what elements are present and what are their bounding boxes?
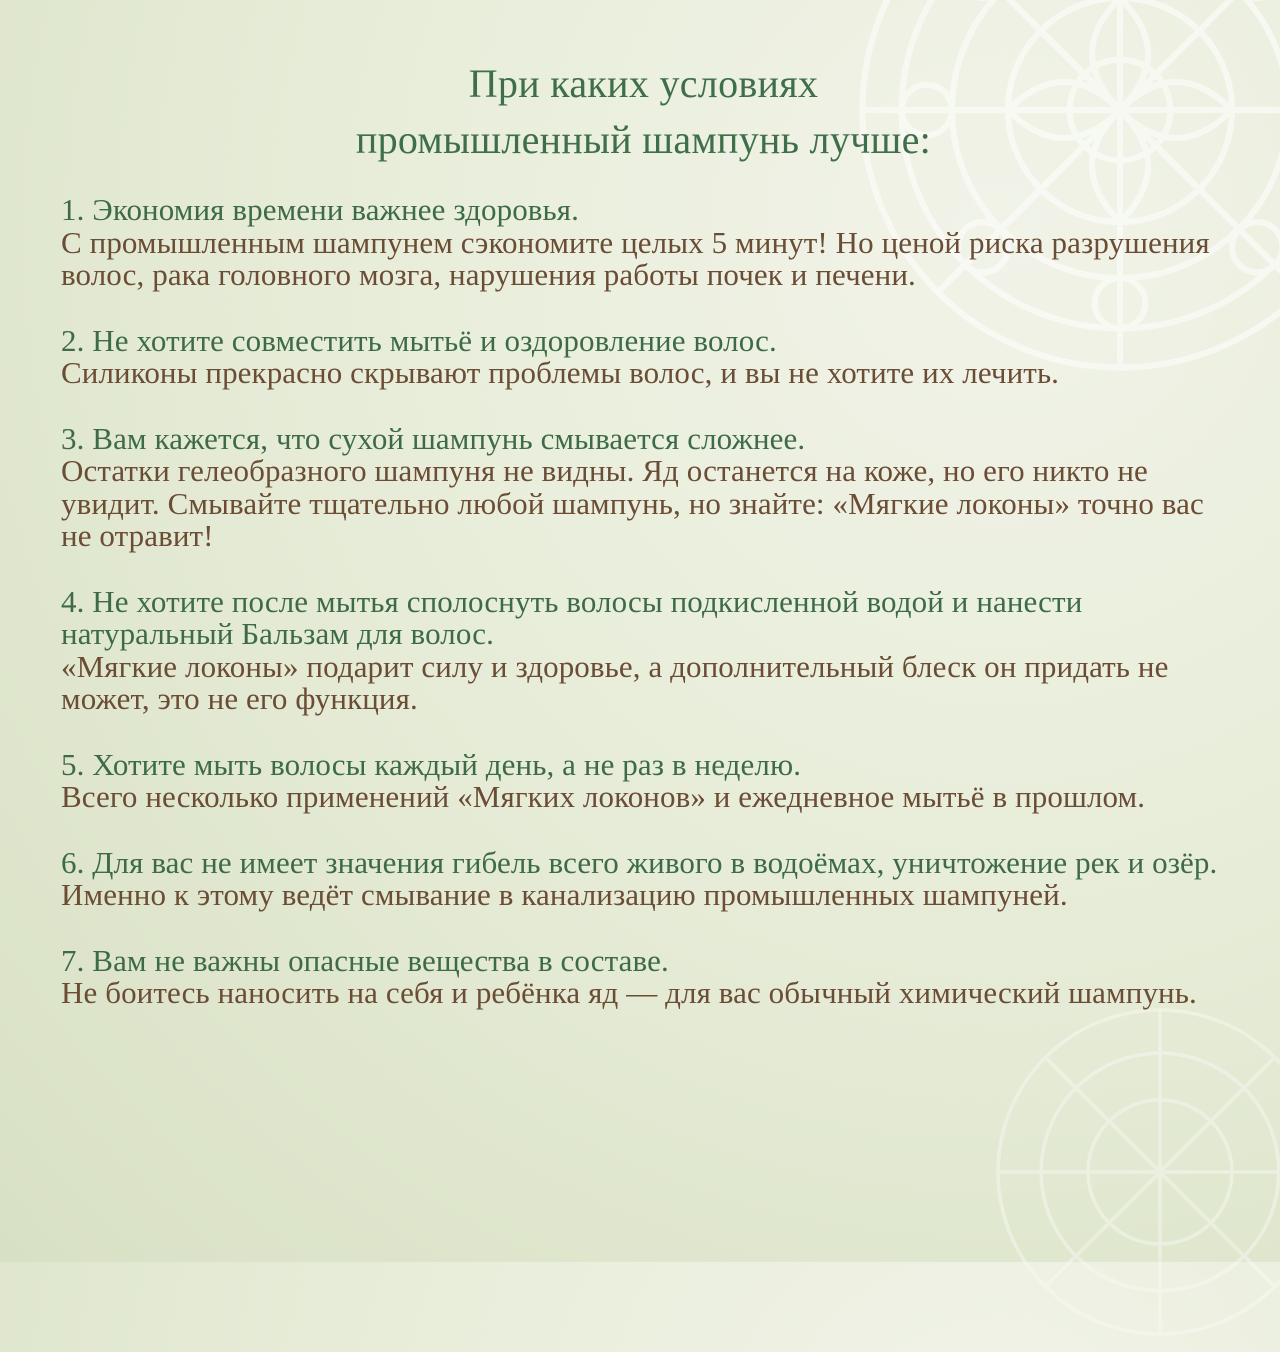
list-item-body: Остатки гелеобразного шампуня не видны. Яд останется на коже, но его никто не увидит. Смывайте тщательно любой шампунь, но знайте: «Мягкие локоны» точно вас не отравит! xyxy=(61,453,1204,553)
list-item-heading: 5. Хотите мыть волосы каждый день, а не раз в неделю. xyxy=(61,746,802,782)
page-title xyxy=(61,56,1226,168)
list-item-body: Именно к этому ведёт смывание в канализацию промышленных шампуней. xyxy=(61,877,1068,912)
list-item-body: Всего несколько применений «Мягких локонов» и ежедневное мытьё в прошлом. xyxy=(61,779,1146,814)
list-item-heading: 6. Для вас не имеет значения гибель всего живого в водоёмах, уничтожение рек и озёр. xyxy=(61,844,1218,880)
list-item-body: Не боитесь наносить на себя и ребёнка яд — для вас обычный химический шампунь. xyxy=(61,975,1197,1010)
list-item-4 xyxy=(61,583,1226,716)
list-item-1 xyxy=(61,194,1226,292)
list-item-6 xyxy=(61,844,1226,912)
list-item-2 xyxy=(61,322,1226,390)
list-item-5 xyxy=(61,746,1226,814)
list-item-7 xyxy=(61,942,1226,1010)
list-item-heading: 1. Экономия времени важнее здоровья. xyxy=(61,192,579,227)
page-title-line-2: промышленный шампунь лучше: xyxy=(355,117,932,162)
page-title-line-1: При каких условиях xyxy=(468,61,819,106)
document-body xyxy=(61,56,1226,1043)
list-item-body: «Мягкие локоны» подарит силу и здоровье, а дополнительный блеск он придать не может, это не его функция. xyxy=(61,648,1169,716)
list-item-heading: 3. Вам кажется, что сухой шампунь смывается сложнее. xyxy=(61,420,806,456)
list-item-3 xyxy=(61,420,1226,553)
list-item-body: Силиконы прекрасно скрывают проблемы волос, и вы не хотите их лечить. xyxy=(61,355,1060,390)
list-item-heading: 7. Вам не важны опасные вещества в составе. xyxy=(61,942,669,978)
lace-ornament-corner xyxy=(980,992,1280,1352)
list-item-heading: 4. Не хотите после мытья сполоснуть волосы подкисленной водой и нанести натуральный Бальзам для волос. xyxy=(61,583,1083,651)
list-item-heading: 2. Не хотите совместить мытьё и оздоровление волос. xyxy=(61,322,777,358)
list-item-body: С промышленным шампунем сэкономите целых 5 минут! Но ценой риска разрушения волос, рака головного мозга, нарушения работы почек и печени. xyxy=(61,224,1210,292)
